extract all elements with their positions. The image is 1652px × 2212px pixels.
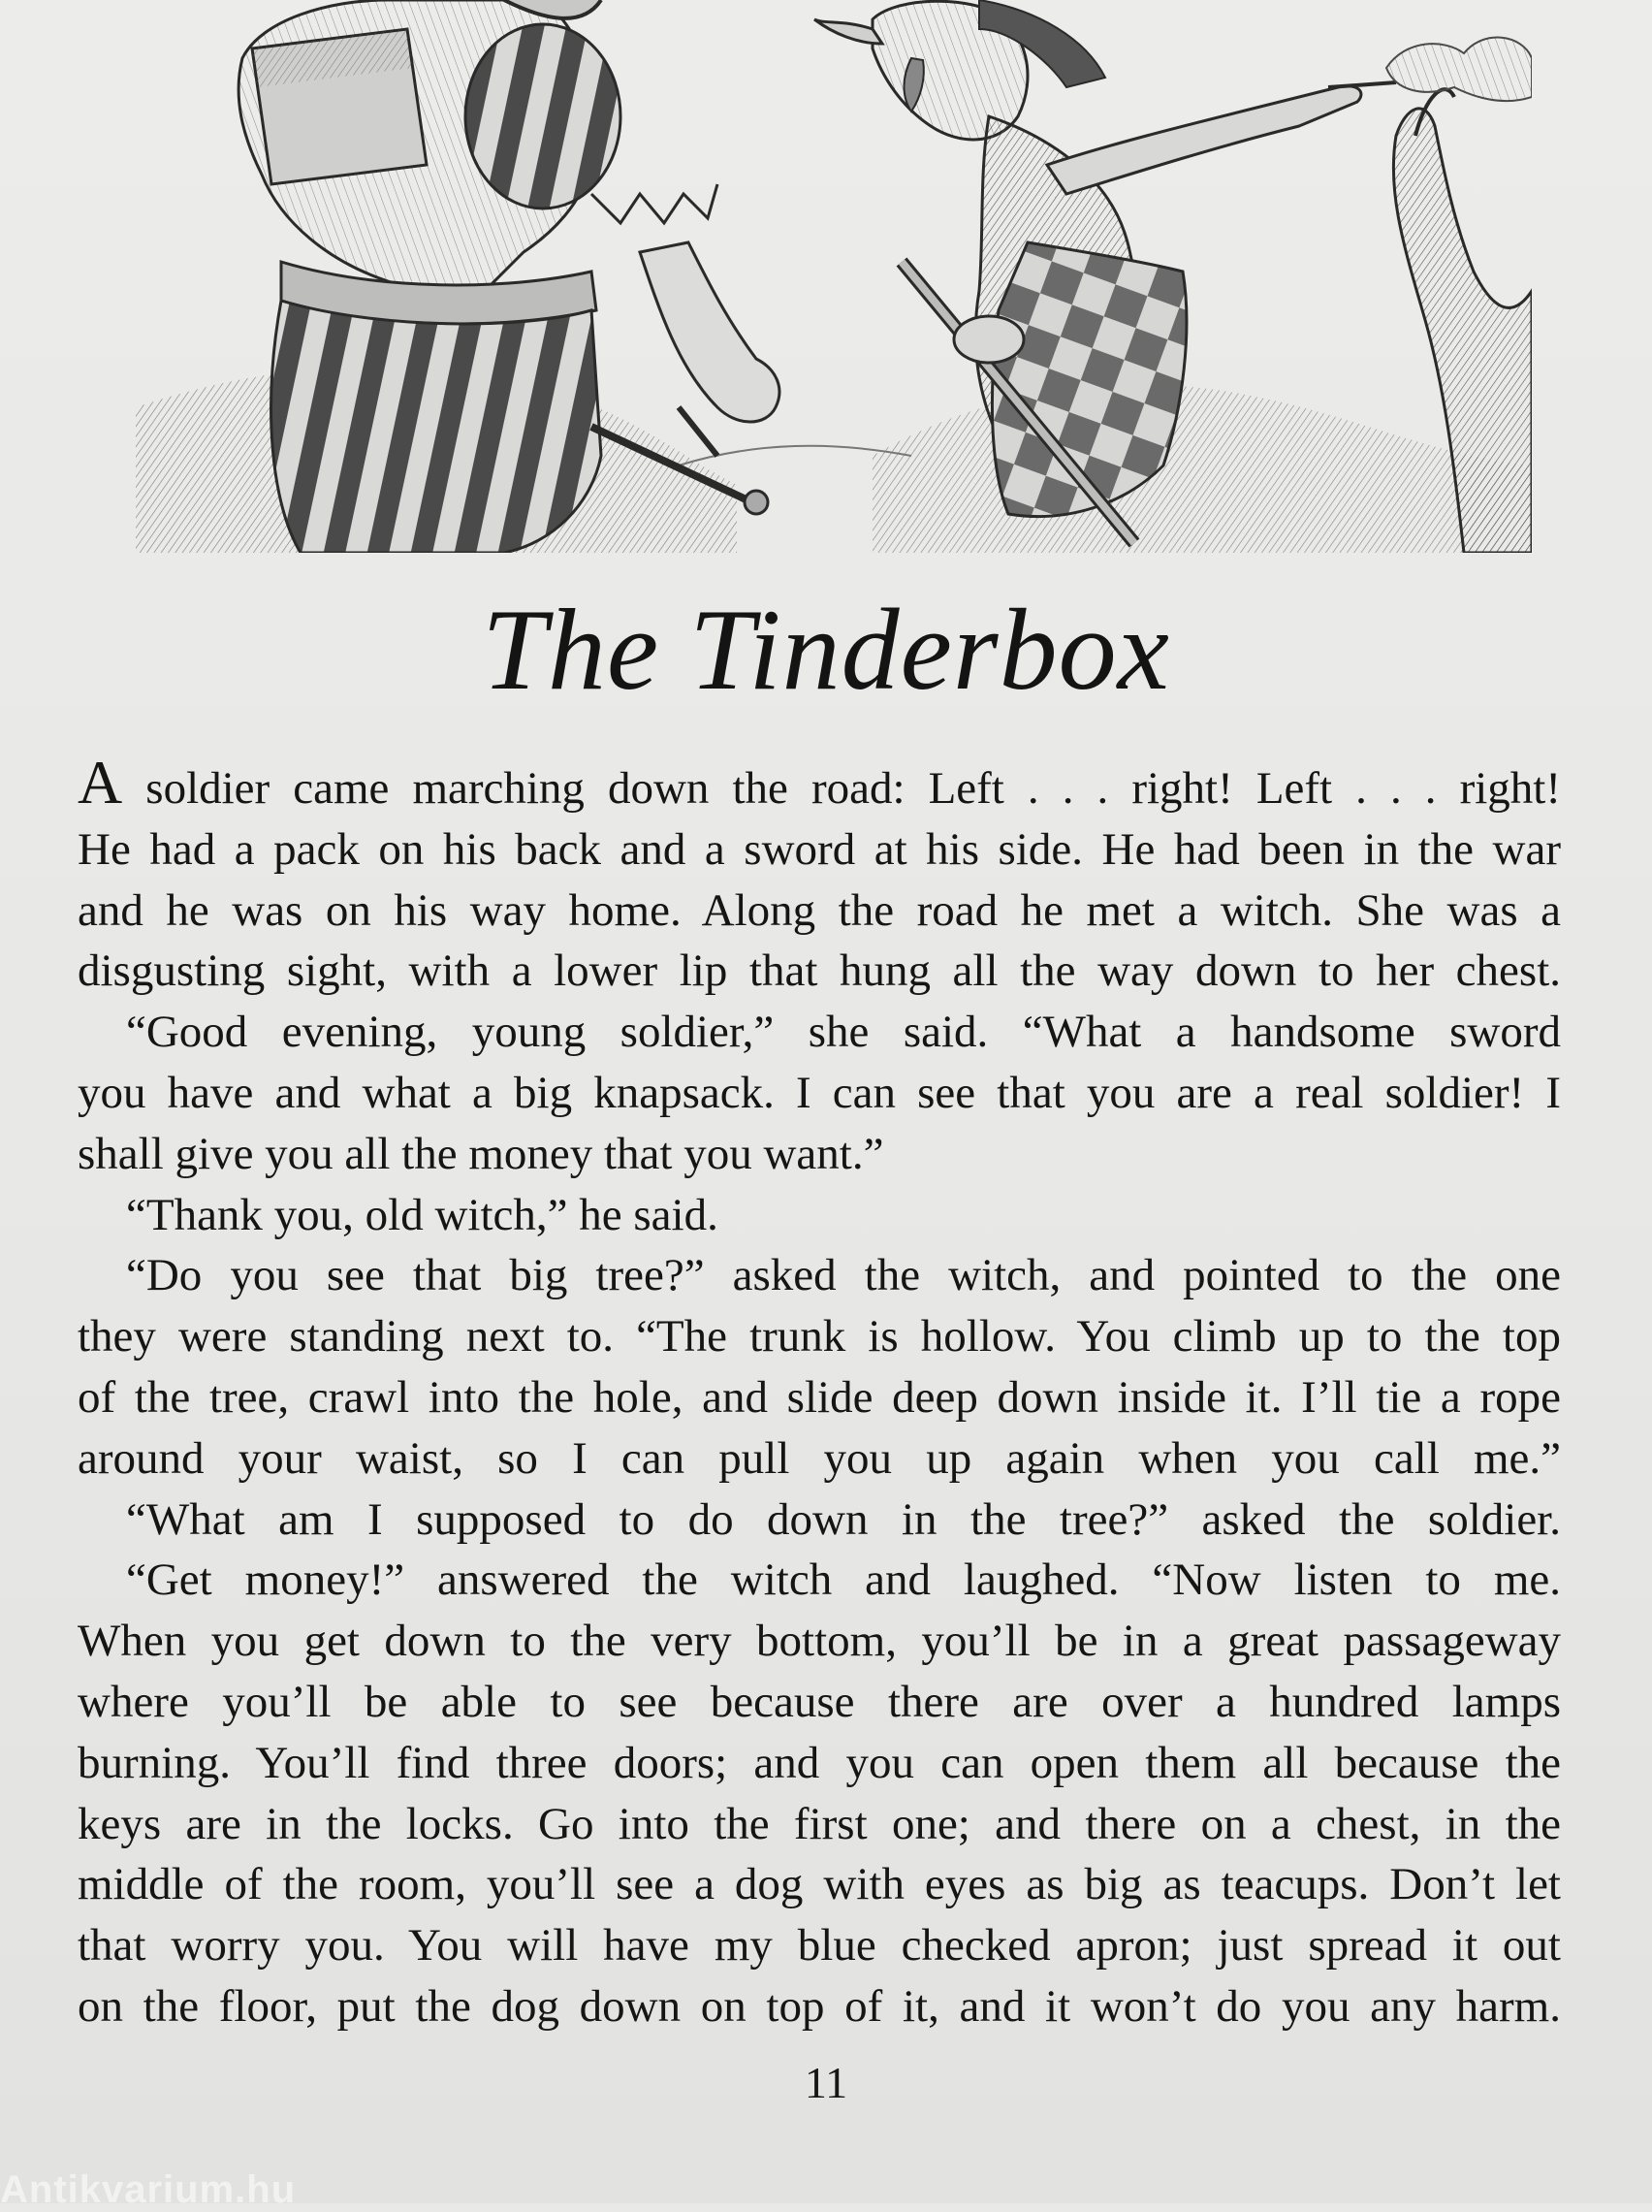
text-line: disgusting sight, with a lower lip that hung all the way down to her chest. xyxy=(78,946,1561,997)
drop-cap: A xyxy=(78,748,123,817)
text-line: “What am I supposed to do down in the tree?” asked the soldier. xyxy=(126,1493,1561,1545)
text-line: that worry you. You will have my blue checked apron; just spread it out xyxy=(78,1920,1561,1972)
story-title: The Tinderbox xyxy=(482,585,1170,714)
story-text xyxy=(78,748,1561,2037)
text-line: keys are in the locks. Go into the first one; and there on a chest, in the xyxy=(78,1798,1561,1849)
text-line: When you get down to the very bottom, you’ll be in a great passageway xyxy=(78,1616,1561,1667)
text-line: “Good evening, young soldier,” she said. “What a handsome sword xyxy=(126,1007,1561,1058)
text-line: burning. You’ll find three doors; and you can open them all because the xyxy=(78,1737,1561,1788)
text-line: middle of the room, you’ll see a dog with eyes as big as teacups. Don’t let xyxy=(78,1859,1561,1910)
text-line: He had a pack on his back and a sword at his side. He had been in the war xyxy=(78,823,1561,875)
text-line: on the floor, put the dog down on top of it, and it won’t do you any harm. xyxy=(78,1980,1561,2032)
page-number: 11 xyxy=(804,2058,848,2107)
text-line: where you’ll be able to see because there are over a hundred lamps xyxy=(78,1676,1561,1727)
text-line: they were standing next to. “The trunk is hollow. You climb up to the top xyxy=(78,1311,1561,1362)
text-line: shall give you all the money that you want.” xyxy=(78,1128,884,1179)
text-line: “Do you see that big tree?” asked the witch, and pointed to the one xyxy=(126,1250,1561,1301)
text-line: of the tree, crawl into the hole, and slide deep down inside it. I’ll tie a rope xyxy=(78,1371,1561,1423)
text-line: around your waist, so I can pull you up again when you call me.” xyxy=(78,1432,1561,1484)
watermark: Antikvarium.hu xyxy=(0,2168,297,2211)
text-line: and he was on his way home. Along the road he met a witch. She was a xyxy=(78,884,1561,936)
text-line: “Get money!” answered the witch and laughed. “Now listen to me. xyxy=(126,1555,1561,1606)
text-line: “Thank you, old witch,” he said. xyxy=(126,1189,718,1240)
text-line: you have and what a big knapsack. I can see that you are a real soldier! I xyxy=(78,1067,1561,1118)
text-line: A soldier came marching down the road: Left . . . right! Left . . . right! xyxy=(78,748,1561,817)
soldier-and-witch-illustration xyxy=(136,0,1532,553)
